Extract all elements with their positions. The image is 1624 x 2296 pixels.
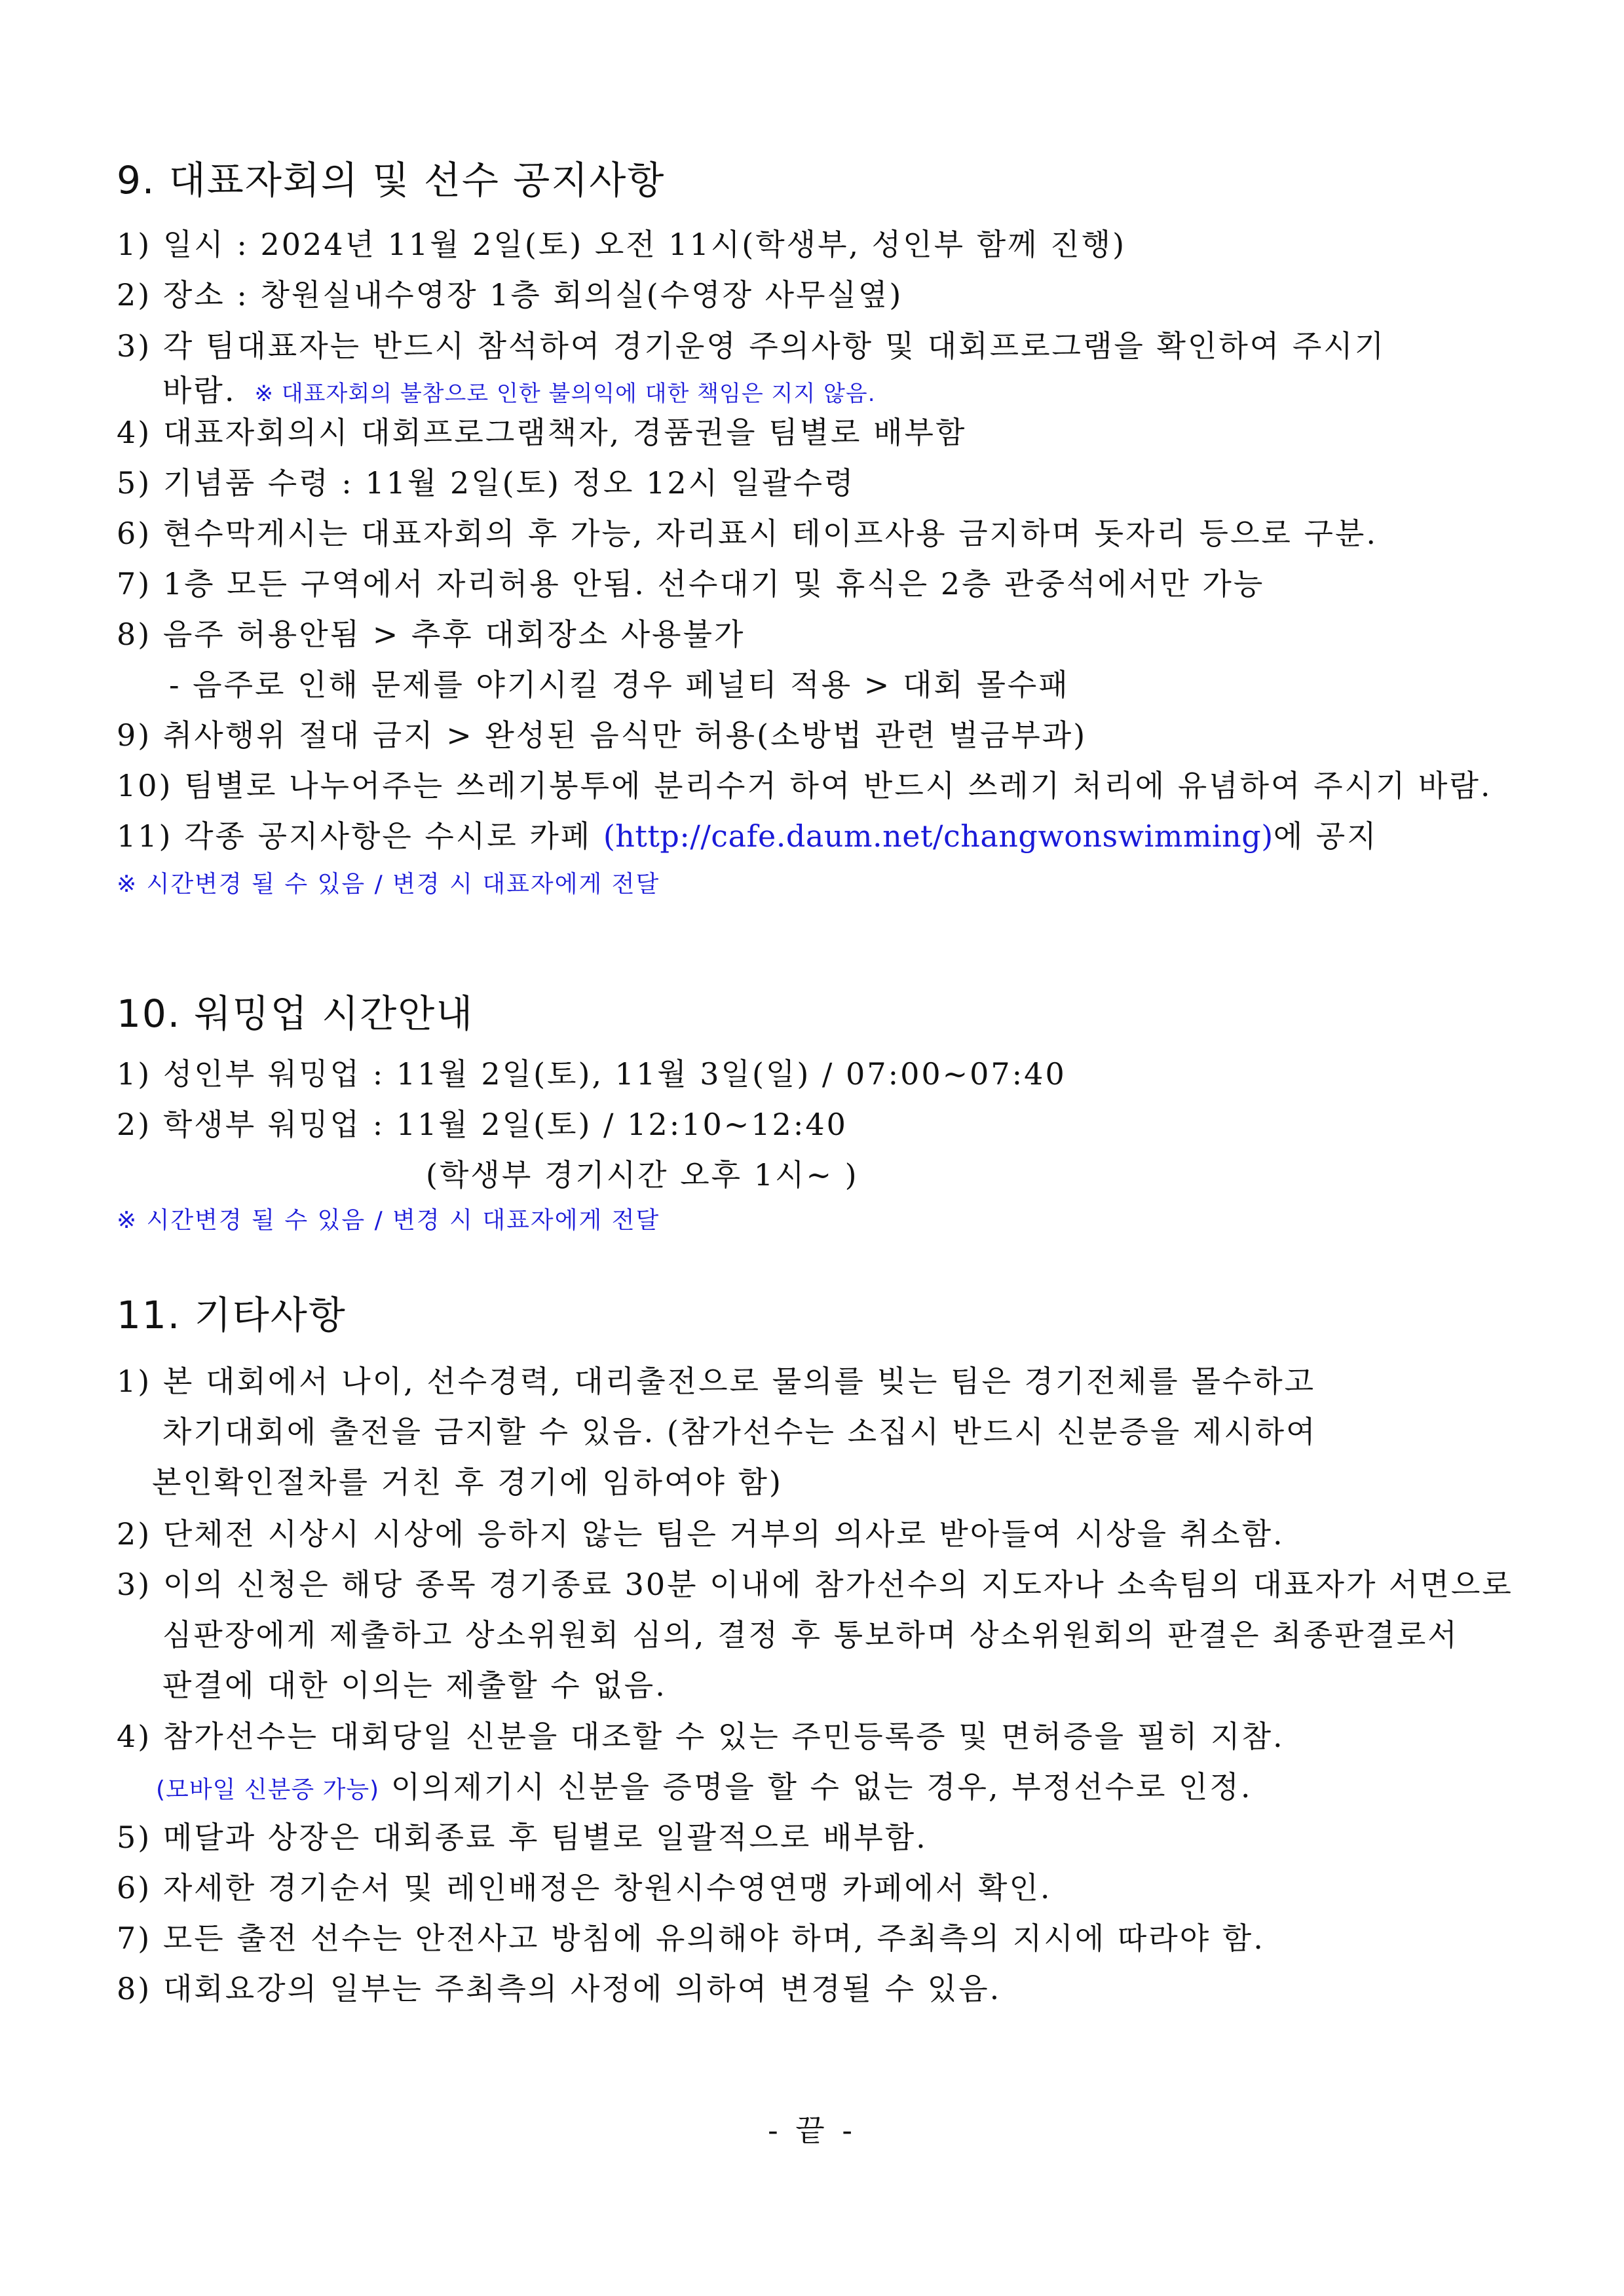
s9-time-change-note: ※ 시간변경 될 수 있음 / 변경 시 대표자에게 전달 xyxy=(117,871,660,898)
s11-item-1: 1) 본 대회에서 나이, 선수경력, 대리출전으로 물의를 빚는 팀은 경기전체를 몰수하고 xyxy=(117,1364,1316,1399)
s11-item-5: 5) 메달과 상장은 대회종료 후 팀별로 일괄적으로 배부함. xyxy=(117,1820,928,1855)
s11-item-3-cont-b: 판결에 대한 이의는 제출할 수 없음. xyxy=(162,1668,667,1703)
s11-item-1-cont-a: 차기대회에 출전을 금지할 수 있음. (참가선수는 소집시 반드시 신분증을 제시하여 xyxy=(162,1414,1317,1449)
s9-item-1: 1) 일시 : 2024년 11월 2일(토) 오전 11시(학생부, 성인부 함께 진행) xyxy=(117,227,1127,262)
s9-item-9: 9) 취사행위 절대 금지 > 완성된 음식만 허용(소방법 관련 벌금부과) xyxy=(117,718,1087,753)
s9-item-8-sub: - 음주로 인해 문제를 야기시킬 경우 페널티 적용 > 대회 몰수패 xyxy=(169,667,1070,702)
s9-item-3: 3) 각 팀대표자는 반드시 참석하여 경기운영 주의사항 및 대회프로그램을 확인하여 주시기 xyxy=(117,328,1386,364)
s10-item-1: 1) 성인부 워밍업 : 11월 2일(토), 11월 3일(일) / 07:00~07:40 xyxy=(117,1056,1067,1092)
s9-item-3-note: ※ 대표자회의 불참으로 인한 불의익에 대한 책임은 지지 않음. xyxy=(254,381,876,407)
s9-item-7: 7) 1층 모든 구역에서 자리허용 안됨. 선수대기 및 휴식은 2층 관중석에서만 가능 xyxy=(117,566,1265,602)
s9-item-3-cont-text: 바람. xyxy=(162,373,236,408)
s9-item-4: 4) 대표자회의시 대회프로그램책자, 경품권을 팀별로 배부함 xyxy=(117,415,967,450)
s11-item-4: 4) 참가선수는 대회당일 신분을 대조할 수 있는 주민등록증 및 면허증을 필히 지참. xyxy=(117,1719,1285,1754)
s11-item-4-cont-text: 이의제기시 신분을 증명을 할 수 없는 경우, 부정선수로 인정. xyxy=(379,1769,1253,1805)
s10-item-2: 2) 학생부 워밍업 : 11월 2일(토) / 12:10~12:40 xyxy=(117,1107,848,1142)
s10-item-2-sub: (학생부 경기시간 오후 1시~ ) xyxy=(426,1157,859,1193)
s9-item-11-text: 11) 각종 공지사항은 수시로 카페 xyxy=(117,818,603,854)
end-mark: - 끝 - xyxy=(768,2113,856,2148)
s11-item-3: 3) 이의 신청은 해당 종목 경기종료 30분 이내에 참가선수의 지도자나 소속팀의 대표자가 서면으로 xyxy=(117,1567,1513,1602)
s9-item-8: 8) 음주 허용안됨 > 추후 대회장소 사용불가 xyxy=(117,617,746,652)
s9-item-6: 6) 현수막게시는 대표자회의 후 가능, 자리표시 테이프사용 금지하며 돗자리 등으로 구분. xyxy=(117,516,1378,551)
s11-item-8: 8) 대회요강의 일부는 주최측의 사정에 의하여 변경될 수 있음. xyxy=(117,1971,1002,2006)
s11-item-2: 2) 단체전 시상시 시상에 응하지 않는 팀은 거부의 의사로 받아들여 시상을 취소함. xyxy=(117,1516,1285,1552)
s9-item-11 xyxy=(117,818,1378,854)
mobile-id-note: (모바일 신분증 가능) xyxy=(156,1776,380,1803)
section-11-title: 11. 기타사항 xyxy=(117,1293,347,1337)
s9-item-3-cont xyxy=(162,375,876,406)
s9-item-2: 2) 장소 : 창원실내수영장 1층 회의실(수영장 사무실옆) xyxy=(117,277,903,313)
s9-item-10: 10) 팀별로 나누어주는 쓰레기봉투에 분리수거 하여 반드시 쓰레기 처리에 유념하여 주시기 바람. xyxy=(117,768,1492,803)
s11-item-1-cont-b: 본인확인절차를 거친 후 경기에 임하여야 함) xyxy=(152,1464,783,1500)
section-10-title: 10. 워밍업 시간안내 xyxy=(117,991,474,1036)
cafe-link[interactable]: (http://cafe.daum.net/changwonswimming) xyxy=(603,818,1274,854)
s9-item-5: 5) 기념품 수령 : 11월 2일(토) 정오 12시 일괄수령 xyxy=(117,465,856,501)
section-9-title: 9. 대표자회의 및 선수 공지사항 xyxy=(117,158,666,202)
s11-item-7: 7) 모든 출전 선수는 안전사고 방침에 유의해야 하며, 주최측의 지시에 따라야 함. xyxy=(117,1921,1265,1956)
s10-time-change-note: ※ 시간변경 될 수 있음 / 변경 시 대표자에게 전달 xyxy=(117,1207,660,1234)
s9-item-11-tail: 에 공지 xyxy=(1273,818,1378,854)
s11-item-6: 6) 자세한 경기순서 및 레인배정은 창원시수영연맹 카페에서 확인. xyxy=(117,1870,1052,1905)
s11-item-4-cont xyxy=(156,1769,1253,1805)
s11-item-3-cont-a: 심판장에게 제출하고 상소위원회 심의, 결정 후 통보하며 상소위원회의 판결은 최종판결로서 xyxy=(162,1617,1459,1653)
